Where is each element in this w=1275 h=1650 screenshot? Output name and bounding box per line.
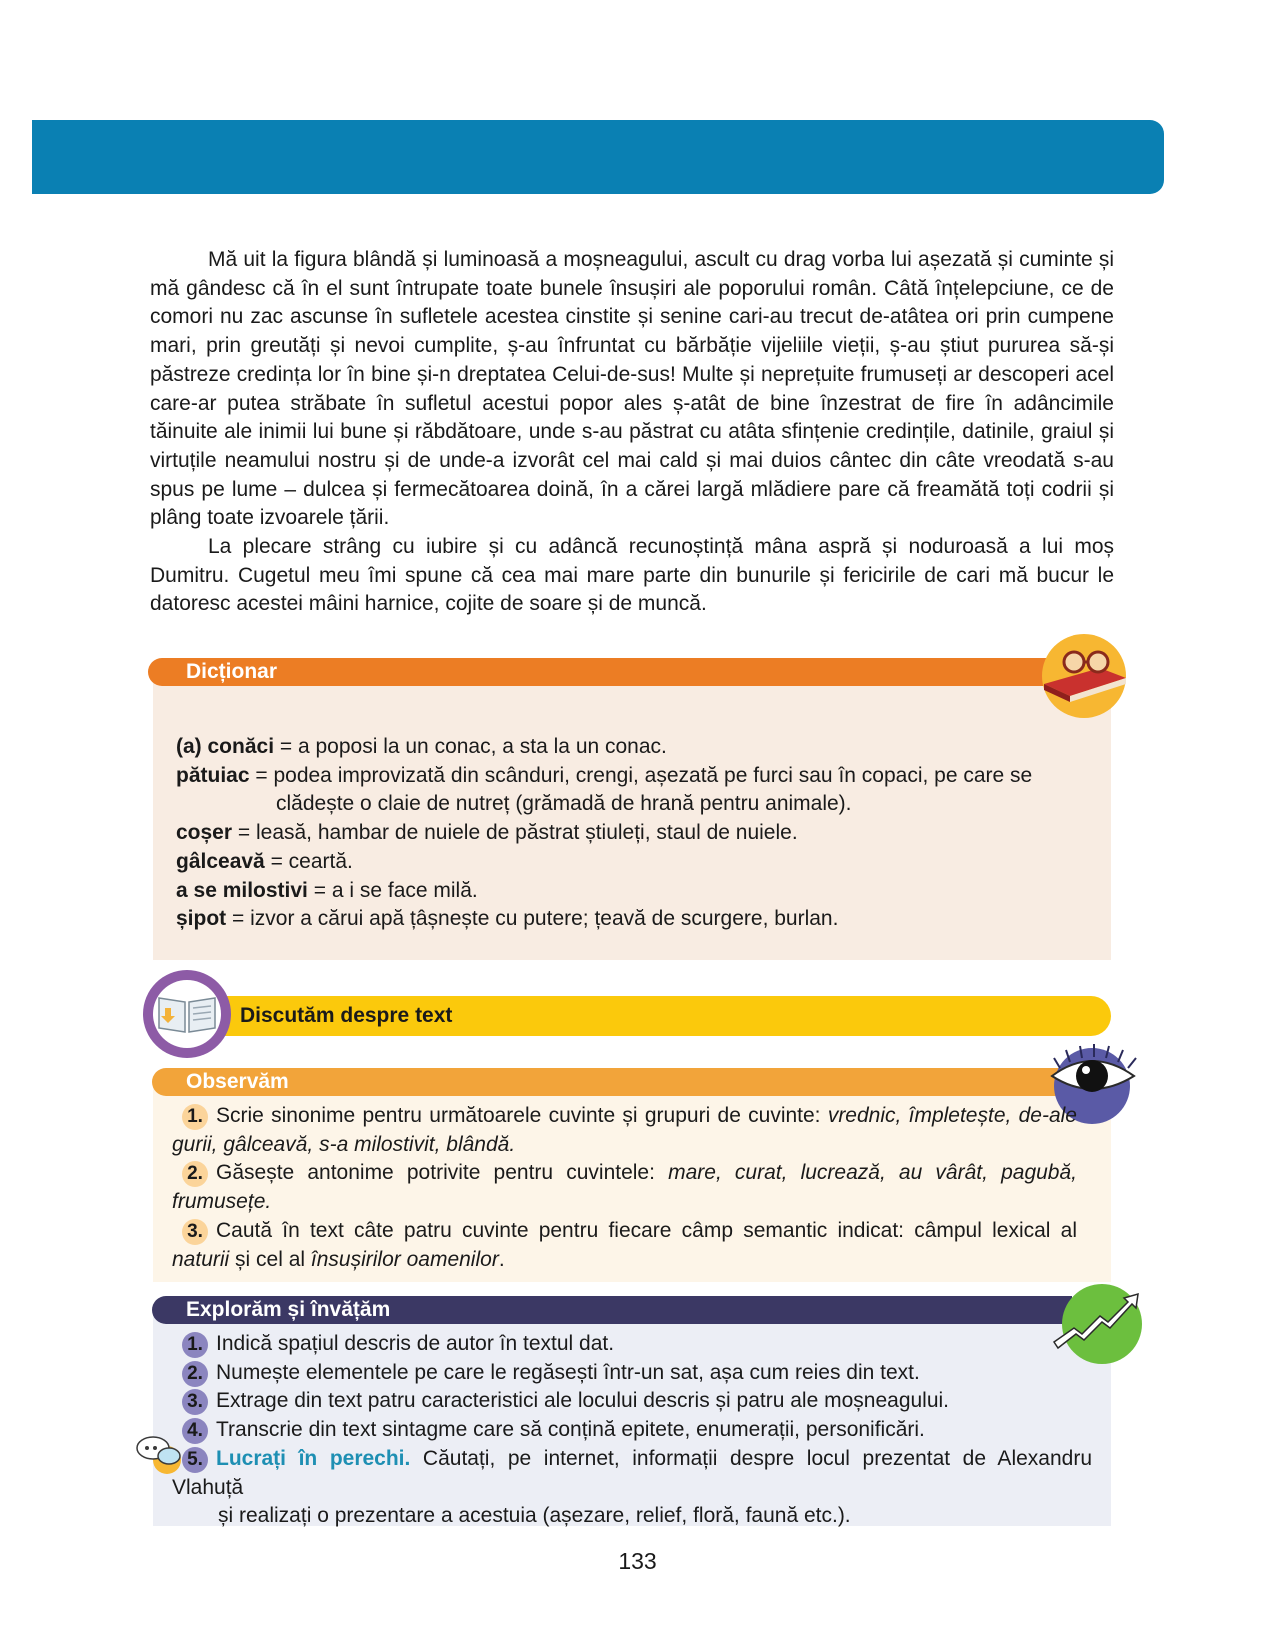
exercise-text: Extrage din text patru caracteristici ale locului descris și patru ale moșneagului. xyxy=(216,1389,950,1413)
observe-exercises xyxy=(172,1102,1077,1274)
dictionary-entries xyxy=(176,733,1101,934)
exercise-words: vrednic, împletește, de-ale gurii, gâlceavă, s-a milostivit, blândă. xyxy=(172,1104,1077,1156)
dictionary-term: șipot xyxy=(176,907,227,931)
exercise-item-continuation xyxy=(172,1502,1092,1531)
dictionary-header xyxy=(148,658,1068,686)
story-paragraph: La plecare strâng cu iubire și cu adâncă recunoștință mâna aspră și noduroasă a lui moș Dumitru. Cugetul meu îmi spune că cea mai mare parte din bunurile și fericirile de cari mă bucur le datoresc acestei mâini harnice, cojite de soare și de muncă. xyxy=(150,535,1114,616)
exercise-item xyxy=(172,1217,1077,1274)
pair-work-label: Lucrați în perechi. xyxy=(216,1446,411,1470)
dictionary-term: gâlceavă xyxy=(176,849,265,873)
exercise-number: 4. xyxy=(182,1418,208,1444)
dictionary-entry xyxy=(176,848,1101,877)
dictionary-definition: = leasă, hambar de nuiele de păstrat știuleți, staul de nuiele. xyxy=(232,821,798,845)
exercise-text: Scrie sinonime pentru următoarele cuvinte și grupuri de cuvinte: xyxy=(216,1104,828,1127)
dictionary-entry xyxy=(176,819,1101,848)
explore-title: Explorăm și învățăm xyxy=(186,1298,391,1321)
exercise-text: și realizați o prezentare a acestuia (așezare, relief, floră, faună etc.). xyxy=(218,1504,851,1528)
dictionary-entry xyxy=(176,905,1101,934)
exercise-number: 1. xyxy=(182,1332,208,1358)
book-glasses-icon xyxy=(1040,632,1128,720)
exercise-words: mare, curat, lucrează, au vârât, pagubă, frumusețe. xyxy=(172,1161,1077,1214)
dictionary-definition: clădește o claie de nutreț (grămadă de hrană pentru animale). xyxy=(276,792,852,816)
exercise-text: Căutați, pe internet, informații despre locul prezentat de Alexandru Vlahuță xyxy=(172,1446,1092,1499)
dictionary-term: (a) conăci xyxy=(176,735,275,758)
exercise-number: 2. xyxy=(182,1361,208,1387)
exercise-item xyxy=(172,1445,1092,1502)
exercise-item xyxy=(172,1359,1092,1388)
open-book-icon xyxy=(141,968,233,1060)
exercise-number: 2. xyxy=(182,1161,208,1187)
discussion-title: Discutăm despre text xyxy=(240,1004,453,1027)
exercise-item xyxy=(172,1416,1092,1445)
exercise-text: Indică spațiul descris de autor în textul dat. xyxy=(216,1332,615,1355)
dictionary-definition: = a poposi la un conac, a sta la un conac. xyxy=(274,735,667,758)
explore-exercises xyxy=(172,1330,1092,1531)
page-number: 133 xyxy=(618,1548,657,1574)
observe-title: Observăm xyxy=(186,1070,289,1093)
exercise-text: Numește elementele pe care le regăsești într-un sat, așa cum reies din text. xyxy=(216,1360,920,1384)
exercise-item xyxy=(172,1330,1092,1359)
exercise-item xyxy=(172,1159,1077,1216)
dictionary-title: Dicționar xyxy=(186,660,278,683)
dictionary-term: pătuiac xyxy=(176,763,250,787)
dictionary-term: a se milostivi xyxy=(176,878,308,902)
observe-header xyxy=(152,1068,1072,1096)
exercise-text: . xyxy=(498,1247,505,1271)
exercise-item xyxy=(172,1387,1092,1416)
dictionary-entry xyxy=(176,877,1101,906)
exercise-item xyxy=(172,1102,1077,1159)
dictionary-entry xyxy=(176,733,1101,762)
dictionary-entry-continuation xyxy=(176,790,1101,819)
dictionary-entry xyxy=(176,762,1101,791)
story-paragraph: Mă uit la figura blândă și luminoasă a moșneagului, ascult cu drag vorba lui așezată și cuminte și mă gândesc că în el sunt întrupate toate bunele însușiri ale poporului român. Câtă înțelepciune, ce de comori nu zac ascunse în sufletele acestea cinstite și senine cari-au trecut de-atâtea ori prin cumpene mari, prin greutăți și nevoi cumplite, ș-au înfruntat cu bărbăție vijeliile vieții, ș-au știut pururea să-și păstreze credința lor în bine și-n dreptatea Celui-de-sus! Multe și neprețuite frumuseți ar descoperi acel care-ar putea străbate în sufletul acestui popor ales ș-atât de bine înzestrat de fire în adâncimile tăinuite ale inimii lui bune și răbdătoare, unde s-au păstrat cu atâta sfințenie credințile, datinile, graiul și virtuțile neamului nostru și de unde-a izvorât cel mai cald și mai duios cântec din câte vreodată s-au spus pe lume – dulcea și fermecătoarea doină, în a cărei largă mlădiere pare că freamătă toți codrii și plâng toate izvoarele țării. xyxy=(150,248,1114,530)
exercise-number: 5. xyxy=(182,1447,208,1473)
dictionary-definition: = izvor a cărui apă țâșnește cu putere; țeavă de scurgere, burlan. xyxy=(226,907,839,931)
chapter-header-band xyxy=(32,120,1164,194)
exercise-text: Găsește antonime potrivite pentru cuvintele: xyxy=(216,1161,669,1185)
exercise-number: 3. xyxy=(182,1219,208,1245)
exercise-words: naturii xyxy=(172,1247,230,1271)
story-text xyxy=(150,246,1114,619)
exercise-text: Caută în text câte patru cuvinte pentru fiecare câmp semantic indicat: câmpul lexical al xyxy=(216,1218,1077,1242)
exercise-text: Transcrie din text sintagme care să conțină epitete, enumerații, personificări. xyxy=(216,1418,925,1442)
dictionary-definition: = a i se face milă. xyxy=(307,878,478,902)
dictionary-term: coșer xyxy=(176,821,233,845)
exercise-number: 3. xyxy=(182,1389,208,1415)
dictionary-definition: = ceartă. xyxy=(264,849,353,873)
exercise-number: 1. xyxy=(182,1104,208,1130)
dictionary-definition: = podea improvizată din scânduri, crengi, așezată pe furci sau în copaci, pe care se xyxy=(249,763,1033,787)
exercise-text: și cel al xyxy=(229,1247,311,1271)
exercise-words: însușirilor oamenilor xyxy=(310,1247,499,1271)
